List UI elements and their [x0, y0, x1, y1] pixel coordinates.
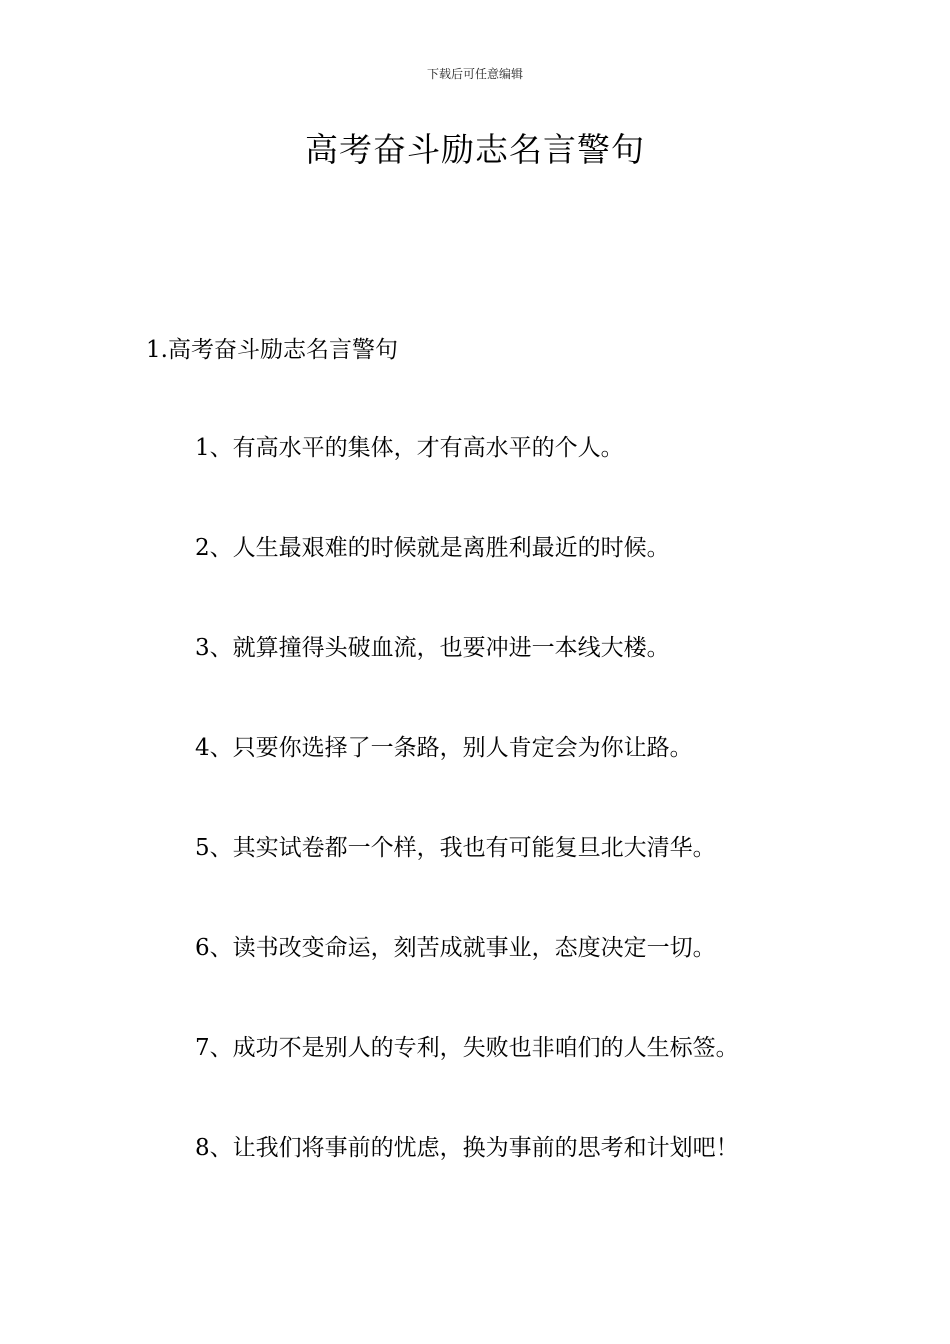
quote-item: 7、成功不是别人的专利，失败也非咱们的人生标签。 [195, 1035, 739, 1061]
document-title: 高考奋斗励志名言警句 [305, 130, 645, 169]
quote-item: 3、就算撞得头破血流，也要冲进一本线大楼。 [195, 635, 670, 661]
section-heading: 1.高考奋斗励志名言警句 [146, 337, 398, 363]
quote-item: 4、只要你选择了一条路，别人肯定会为你让路。 [195, 735, 693, 761]
header-note: 下载后可任意编辑 [426, 67, 523, 81]
quote-list [195, 432, 739, 1232]
quote-item: 6、读书改变命运，刻苦成就事业，态度决定一切。 [195, 935, 716, 961]
quote-item: 1、有高水平的集体，才有高水平的个人。 [195, 435, 624, 461]
quote-item: 5、其实试卷都一个样，我也有可能复旦北大清华。 [195, 835, 716, 861]
quote-item: 2、人生最艰难的时候就是离胜利最近的时候。 [195, 535, 670, 561]
quote-item: 8、让我们将事前的忧虑，换为事前的思考和计划吧！ [195, 1135, 739, 1161]
